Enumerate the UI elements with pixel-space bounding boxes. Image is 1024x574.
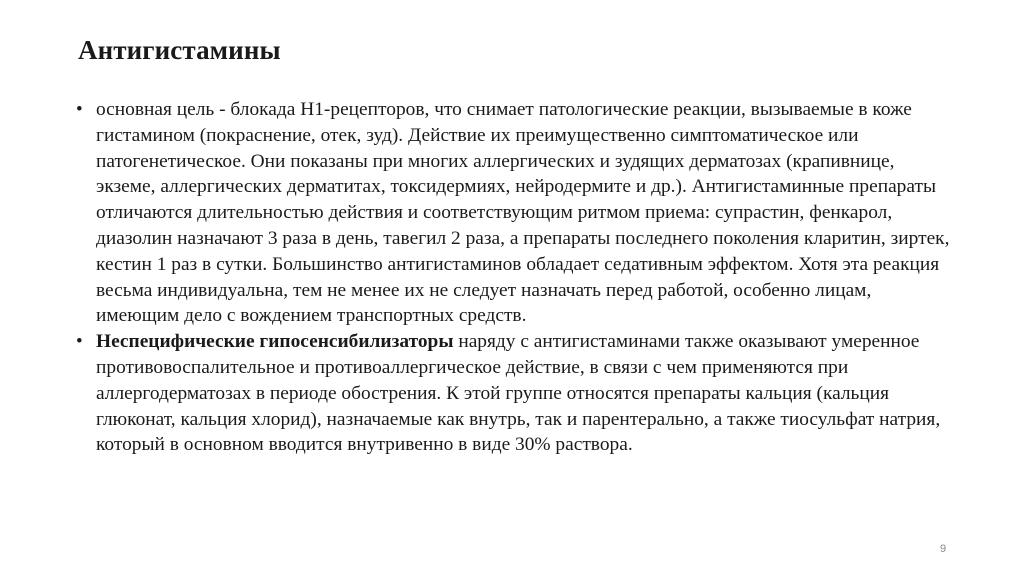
bullet-bold-lead: Неспецифические гипосенсибилизаторы xyxy=(96,331,454,353)
bullet-dot-icon: • xyxy=(76,331,83,353)
slide-title: Антигистамины xyxy=(78,35,281,65)
bullet-item-antihistamines xyxy=(76,97,956,329)
bullet-text xyxy=(96,331,940,455)
bullet-dot-icon: • xyxy=(76,99,83,120)
page-number: 9 xyxy=(940,543,947,555)
bullet-text xyxy=(96,99,949,326)
bullet-list xyxy=(76,97,956,458)
bullet-body: основная цель - блокада Н1-рецепторов, что снимает патологические реакции, вызываемые в коже гистамином (покраснение, отек, зуд). Действие их преимущественно симптоматическое или патогенетическое. Они показаны при многих аллергических и зудящих дерматозах (крапивнице, экземе, аллергических дерматитах, токсидермиях, нейродермите и др.). Антигистаминные препараты отличаются длительностью действия и соответствующим ритмом приема: супрастин, фенкарол, диазолин назначают 3 раза в день, тавегил 2 раза, а препараты последнего поколения кларитин, зиртек, кестин 1 раз в сутки. Большинство антигистаминов обладает седативным эффектом. Хотя эта реакция весьма индивидуальна, тем не менее их не следует назначать перед работой, особенно лицам, имеющим дело с вождением транспортных средств. xyxy=(96,99,950,327)
bullet-body: наряду с антигистаминами также оказывают умеренное противовоспалительное и противоаллергическое действие, в связи с чем применяются при аллергодерматозах в периоде обострения. К этой группе относятся препараты кальция (кальция глюконат, кальция хлорид), назначаемые как внутрь, так и парентерально, а также тиосульфат натрия, который в основном вводится внутривенно в виде 30% раствора. xyxy=(96,331,941,456)
bullet-item-hyposensitizers xyxy=(76,329,956,458)
